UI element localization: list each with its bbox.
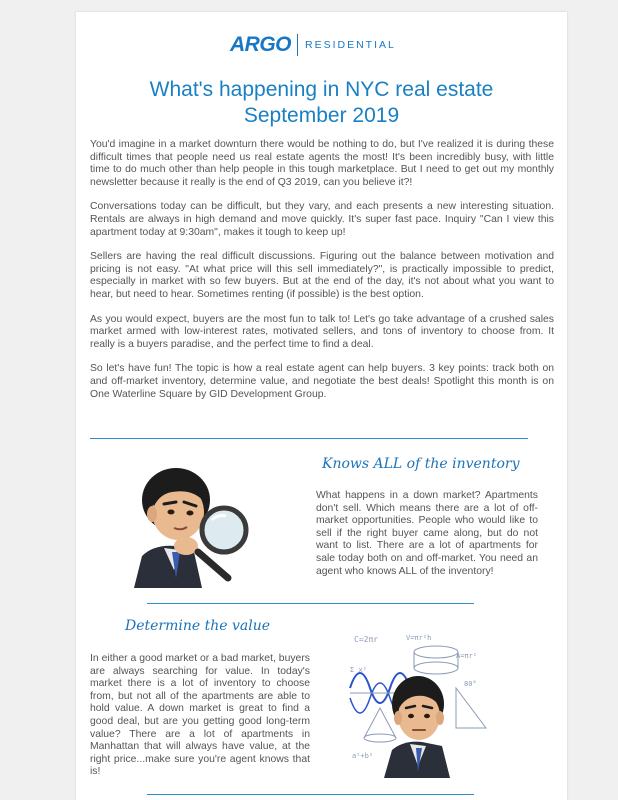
agent-magnifying-glass-illustration <box>124 460 254 588</box>
section-body-inventory: What happens in a down market? Apartments don't sell. Which means there are a lot of off-market opportunities. People who would like to sell if the right buyer came along, but do not want to list. There are a lot of apartments for sale today both on and off-market. You need an agent who knows ALL of the inventory! <box>316 490 538 577</box>
intro-paragraph: You'd imagine in a market downturn there would be nothing to do, but I've realized it is during these difficult times that people need us real estate agents the most! It's been incredibly busy, with little time to do much other than help people in this tough marketplace. But I need to get out my monthly newsletter because it really is the end of Q3 2019, can you believe it?! <box>90 139 554 188</box>
newsletter-page <box>76 12 567 800</box>
intro-paragraph: As you would expect, buyers are the most fun to talk to! Let's go take advantage of a crushed sales market armed with low-interest rates, motivated sellers, and tons of inventory to choose from. It really is a buyers paradise, and the perfect time to find a deal. <box>90 313 554 350</box>
section-divider <box>147 794 474 795</box>
intro-paragraph: Conversations today can be difficult, but they vary, and each presents a new interesting situation. Rentals are always in high demand and move quickly. It's super fast pace. Inquiry "Can I view this apartment today at 9:30am", makes it tough to keep up! <box>90 201 554 238</box>
svg-text:a²+b²: a²+b² <box>352 752 374 760</box>
section-title-inventory: Knows ALL of the inventory <box>322 456 520 472</box>
section-divider <box>147 603 474 604</box>
svg-text:80°: 80° <box>464 680 477 688</box>
svg-text:Σ x²: Σ x² <box>350 666 367 674</box>
logo-brand: ARGO <box>230 33 291 56</box>
section-body-value: In either a good market or a bad market, buyers are always searching for value. In today's market there is a lot of inventory to choose from, but not all of the apartments are able to hold value. A down market is great to find a good deal, but are you getting good long-term value? There are a lot of apartments in Manhattan that will always have value, at the right price...make sure you're agent knows that is! <box>90 653 310 778</box>
intro-text <box>90 139 554 413</box>
argo-residential-logo[interactable] <box>230 32 396 58</box>
newsletter-headline <box>76 77 567 129</box>
svg-text:C=2πr: C=2πr <box>354 635 379 644</box>
svg-text:A=πr²: A=πr² <box>456 652 478 660</box>
section-divider <box>90 438 528 439</box>
intro-paragraph: So let's have fun! The topic is how a real estate agent can help buyers. 3 key points: track both on and off-market inventory, determine value, and negotiate the best deals! Spotlight this month is on One Waterline Square by GID Development Group. <box>90 363 554 400</box>
svg-text:V=πr²h: V=πr²h <box>406 634 432 642</box>
headline-line-1: What's happening in NYC real estate <box>149 78 494 101</box>
intro-paragraph: Sellers are having the real difficult discussions. Figuring out the balance between motivation and pricing is not easy. "At what price will this sell immediately?", is practically impossible to predict, especially in market with so few buyers. But at the end of the day, it's not about what you want to hear, but need to hear. Sometimes renting (if possible) is the best option. <box>90 251 554 300</box>
logo-divider <box>297 34 298 56</box>
section-title-value: Determine the value <box>125 618 271 634</box>
agent-math-formulas-illustration <box>346 628 496 778</box>
logo-sub: RESIDENTIAL <box>305 39 396 51</box>
headline-line-2: September 2019 <box>243 104 400 127</box>
